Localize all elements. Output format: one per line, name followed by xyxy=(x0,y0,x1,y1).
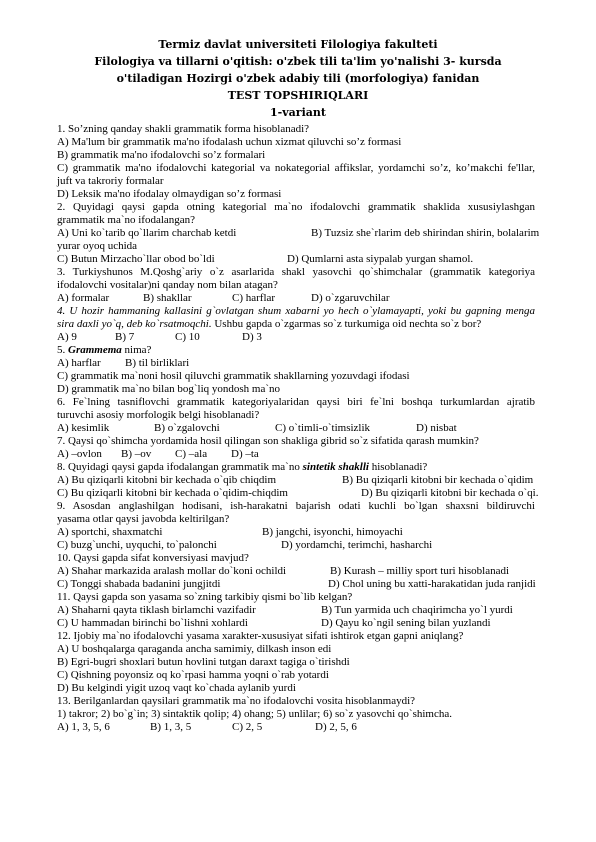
q2-option-d: D) Qumlarni asta siypalab yurgan shamol. xyxy=(287,253,474,265)
q5-options-row xyxy=(57,357,190,370)
q1-option-d: D) Leksik ma'no ifodalay olmaydigan so’z formasi xyxy=(57,188,282,200)
q7-option-c: C) –ala xyxy=(175,448,208,460)
header-university: Termiz davlat universiteti Filologiya fakulteti xyxy=(158,38,438,51)
q3-options-row xyxy=(57,292,390,305)
q4-example-end: sira daxli yo`q, deb ko`rsatmoqchi. xyxy=(57,318,212,330)
question-3-cont: ifodalovchi vositalar)ni qanday nom bilan atagan? xyxy=(57,279,278,291)
q6-option-d: D) nisbat xyxy=(416,422,457,434)
q13-option-d: D) 2, 5, 6 xyxy=(315,721,357,733)
question-9-cont: yasama otlar qaysi javobda keltirilgan? xyxy=(57,513,230,525)
question-7: 7. Qaysi qo`shimcha yordamida hosil qilingan son shakliga gibrid so`z sifatida qarash mumkin? xyxy=(57,435,479,447)
header-test-title: TEST TOPSHIRIQLARI xyxy=(227,89,369,102)
q8-options-row-1 xyxy=(57,474,534,487)
q10-option-a: A) Shahar markazida aralash mollar do`koni ochildi xyxy=(57,565,287,577)
question-3: 3. Turkiyshunos M.Qoshg`ariy o`z asarlarida shakl yasovchi qo`shimchalar (grammatik kategoriya xyxy=(57,266,535,278)
q11-option-a: A) Shaharni qayta tiklash birlamchi vazifadir xyxy=(57,604,256,616)
q5-option-b: B) til birliklari xyxy=(125,357,190,369)
q12-option-c: C) Qishning poyonsiz oq ko`rpasi hamma yoqni o`rab yotardi xyxy=(57,669,329,681)
q2-options-row-1 xyxy=(57,227,540,240)
q8-option-d: D) Bu qiziqarli kitobni bir kechada o`qi. xyxy=(361,487,539,499)
q8-option-c: C) Bu qiziqarli kitobni bir kechada o`qidim-chiqdim xyxy=(57,487,288,499)
q5-option-a: A) harflar xyxy=(57,357,101,369)
q8-option-b: B) Bu qiziqarli kitobni bir kechada o`qidim xyxy=(342,474,534,486)
q1-option-b: B) grammatik ma'no ifodalovchi so’z formalari xyxy=(57,149,266,161)
header-variant: 1-variant xyxy=(270,106,326,119)
q7-option-d: D) –ta xyxy=(231,448,259,460)
q5-option-d: D) grammatik ma`no bilan bog`liq yondosh ma`no xyxy=(57,383,281,395)
q3-option-c: C) harflar xyxy=(232,292,276,304)
q7-options-row xyxy=(57,448,259,461)
q8-option-a: A) Bu qiziqarli kitobni bir kechada o`qib chiqdim xyxy=(57,474,277,486)
q13-option-b: B) 1, 3, 5 xyxy=(150,721,192,733)
q4-question-text: Ushbu gapda o`zgarmas so`z turkumiga oid nechta so`z bor? xyxy=(211,318,482,330)
question-11: 11. Qaysi gapda son yasama so`zning tarkibiy qismi bo`lib kelgan? xyxy=(57,591,353,603)
header-subject: o'tiladigan Hozirgi o'zbek adabiy tili (morfologiya) fanidan xyxy=(116,72,480,85)
question-6-cont: turuvchi asosiy morfologik belgi hisoblanadi? xyxy=(57,409,260,421)
q13-items-list: 1) takror; 2) bo`g`in; 3) sintaktik qolip; 4) ohang; 5) unlilar; 6) so`z yasovchi qo`shimcha. xyxy=(57,708,453,720)
q11-options-row-1 xyxy=(57,604,513,617)
q13-option-a: A) 1, 3, 5, 6 xyxy=(57,721,110,733)
q11-option-d: D) Qayu ko`ngil sening bilan yuzlandi xyxy=(321,617,491,629)
question-12: 12. Ijobiy ma`no ifodalovchi yasama xarakter-xususiyat sifati ishtirok etgan gapni aniqlang? xyxy=(57,630,464,642)
q2-option-b-cont: yurar oyoq uchida xyxy=(57,240,138,252)
q12-option-a: A) U boshqalarga qaraganda ancha samimiy, dilkash inson edi xyxy=(57,643,332,655)
header-program: Filologiya va tillarni o'qitish: o'zbek tili ta'lim yo'nalishi 3- kursda xyxy=(94,55,502,68)
q2-option-b: B) Tuzsiz she`rlarim deb shirindan shirin, bolalarim xyxy=(311,227,540,239)
q3-option-b: B) shakllar xyxy=(143,292,192,304)
q13-option-c: C) 2, 5 xyxy=(232,721,263,733)
q5-number: 5. xyxy=(57,344,68,356)
question-6: 6. Fe`lning tasniflovchi grammatik kategoriyalaridan qaysi biri fe`lni boshqa turkumlardan ajratib xyxy=(57,396,535,408)
q1-option-a: A) Ma'lum bir grammatik ma'no ifodalash uchun xizmat qiluvchi so’z formasi xyxy=(57,136,402,148)
q9-options-row-2 xyxy=(57,539,433,552)
question-2: 2. Quyidagi qaysi gapda otning kategorial ma`no ifodalovchi grammatik shaklida xususiylashgan xyxy=(57,201,535,213)
q6-options-row xyxy=(57,422,457,435)
q9-options-row-1 xyxy=(57,526,403,539)
question-4-cont xyxy=(57,318,481,331)
q4-option-d: D) 3 xyxy=(242,331,262,343)
q9-option-b: B) jangchi, isyonchi, himoyachi xyxy=(262,526,403,538)
q12-option-b: B) Egri-bugri shoxlari butun hovlini tutgan daraxt tagiga o`tirishdi xyxy=(57,656,350,668)
q8-options-row-2 xyxy=(57,487,539,500)
question-1: 1. So’zning qanday shakli grammatik forma hisoblanadi? xyxy=(57,123,310,135)
question-8 xyxy=(57,461,427,474)
q11-options-row-2 xyxy=(57,617,491,630)
q5-option-c: C) grammatik ma`noni hosil qiluvchi grammatik shakllarning yozuvdagi ifodasi xyxy=(57,370,410,382)
q10-option-d: D) Chol uning bu xatti-harakatidan juda ranjidi xyxy=(328,578,536,590)
q4-option-c: C) 10 xyxy=(175,331,200,343)
q8-text-start: 8. Quyidagi qaysi gapda ifodalangan grammatik ma`no xyxy=(57,461,303,473)
q10-option-c: C) Tonggi shabada badanini jungjitdi xyxy=(57,578,221,590)
q8-text-end: hisoblanadi? xyxy=(368,461,428,473)
q10-option-b: B) Kurash – milliy sport turi hisoblanadi xyxy=(330,565,510,577)
q11-option-b: B) Tun yarmida uch chaqirimcha yo`l yurdi xyxy=(321,604,513,616)
question-2-cont: grammatik ma`no ifodalangan? xyxy=(57,214,196,226)
q9-option-d: D) yordamchi, terimchi, hasharchi xyxy=(281,539,433,551)
q8-term: sintetik shaklli xyxy=(302,461,369,473)
question-9: 9. Asosdan anglashilgan hodisani, ish-harakatni bajarish odati kuchli bo`lgan shaxsni bildiruvchi xyxy=(57,500,535,512)
q4-option-a: A) 9 xyxy=(57,331,77,343)
q1-option-c: C) grammatik ma'no ifodalovchi kategorial va nokategorial affikslar, yordamchi so’z, ko’makchi fe'llar, xyxy=(57,162,535,174)
q3-option-d: D) o`zgaruvchilar xyxy=(311,292,390,304)
q2-options-row-2 xyxy=(57,253,474,266)
q1-option-c-cont: juft va takroriy formalar xyxy=(57,175,164,187)
q9-option-c: C) buzg`unchi, uyquchi, to`palonchi xyxy=(57,539,217,551)
q4-options-row xyxy=(57,331,262,344)
q5-term: Grammema xyxy=(68,344,122,356)
q6-option-a: A) kesimlik xyxy=(57,422,110,434)
q7-option-a: A) –ovlon xyxy=(57,448,102,460)
q3-option-a: A) formalar xyxy=(57,292,110,304)
q10-options-row-2 xyxy=(57,578,536,591)
q6-option-c: C) o`timli-o`timsizlik xyxy=(275,422,371,434)
question-4: 4. U hozir hammaning kallasini g`ovlatgan shum xabarni yo hech o`ylamayapti, yoki bu gapning menga xyxy=(57,305,535,317)
q7-option-b: B) –ov xyxy=(121,448,152,460)
question-5 xyxy=(57,344,151,357)
question-13: 13. Berilganlardan qaysilari grammatik ma`no ifodalovchi vosita hisoblanmaydi? xyxy=(57,695,416,707)
question-10: 10. Qaysi gapda sifat konversiyasi mavjud? xyxy=(57,552,249,564)
q5-rest: nima? xyxy=(121,344,152,356)
q4-option-b: B) 7 xyxy=(115,331,135,343)
q9-option-a: A) sportchi, shaxmatchi xyxy=(57,526,163,538)
q2-option-a: A) Uni ko`tarib qo`llarim charchab ketdi xyxy=(57,227,237,239)
q12-option-d: D) Bu kelgindi yigit uzoq vaqt ko`chada aylanib yurdi xyxy=(57,682,296,694)
q2-option-c: C) Butun Mirzacho`llar obod bo`ldi xyxy=(57,253,215,265)
q11-option-c: C) U hammadan birinchi bo`lishni xohlardi xyxy=(57,617,248,629)
q6-option-b: B) o`zgalovchi xyxy=(154,422,220,434)
q13-options-row xyxy=(57,721,357,734)
q10-options-row-1 xyxy=(57,565,510,578)
